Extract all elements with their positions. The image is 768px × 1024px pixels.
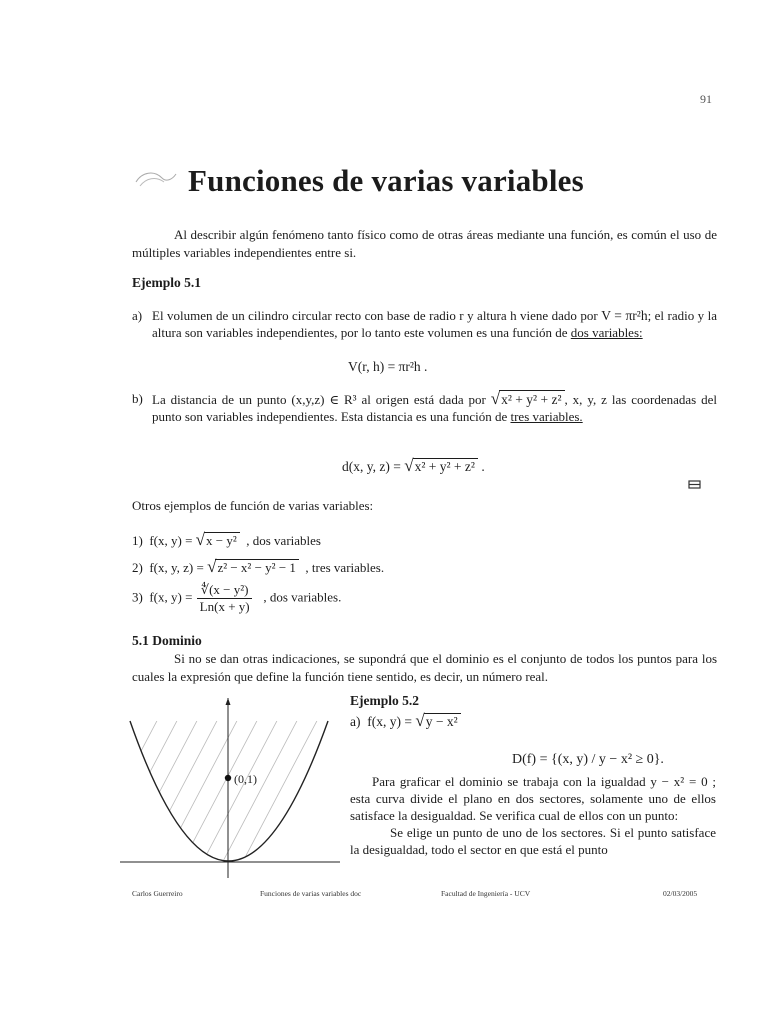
item-a-text-1: El volumen de un cilindro circular recto con base de radio r y altura h viene dado por <box>152 308 598 323</box>
item-a-underlined: dos variables: <box>570 325 643 340</box>
example-list-item-2: 2) f(x, y, z) = √z² − x² − y² − 1 , tres variables. <box>132 557 385 576</box>
item-b-label: b) <box>132 391 143 406</box>
example-5-2-item-a: a) f(x, y) = √y − x² <box>350 711 461 731</box>
example-5-2-heading: Ejemplo 5.2 <box>350 693 419 708</box>
item-b-formula: d(x, y, z) = √x² + y² + z² . <box>342 456 485 475</box>
example-list-item-1: 1) f(x, y) = √x − y² , dos variables <box>132 530 321 549</box>
item-b-text-1: La distancia de un punto (x,y,z) ∈ R³ al origen está dada por <box>152 392 486 407</box>
example-5-2-paragraph-2: Se elige un punto de uno de los sectores. Si el punto satisface la desigualdad, todo el sector en que está el punto <box>350 825 716 857</box>
footer-date: 02/03/2005 <box>663 889 698 898</box>
intro-paragraph: Al describir algún fenómeno tanto físico como de otras áreas mediante una función, es común el uso de múltiples variables independientes entre si. <box>132 227 717 260</box>
footer-author: Carlos Guerreiro <box>132 889 183 898</box>
domain-figure <box>120 696 342 880</box>
test-point <box>225 775 231 781</box>
test-point-label: (0,1) <box>234 772 257 786</box>
section-heading: 5.1 Dominio <box>132 633 202 648</box>
item-b-text-2: , x, y, z las coordenadas del punto son variables independientes. Esta distancia es una función de <box>152 392 718 424</box>
y-axis-arrow-icon <box>226 698 231 705</box>
page-number: 91 <box>700 92 712 106</box>
item-a-formula: V(r, h) = πr²h . <box>348 359 428 374</box>
page-title: Funciones de varias variables <box>188 163 584 198</box>
others-heading: Otros ejemplos de función de varias variables: <box>132 498 374 513</box>
example-5-2-paragraph-1: Para graficar el dominio se trabaja con la igualdad y − x² = 0 ; esta curva divide el plano en dos sectores, solamente uno de ellos satisface la desigualdad. Se verifica cual de ellos con un punto: <box>350 774 716 823</box>
example-5-2-text <box>350 773 716 858</box>
item-b-underlined: tres variables. <box>510 409 583 424</box>
item-a-inline-formula: V = πr²h <box>601 308 648 323</box>
example-5-1-item-b: b) La distancia de un punto (x,y,z) ∈ R³ al origen está dada por √x² + y² + z² , x, y, z las coordenadas del punto son variables independientes. Esta distancia es una función de tres variables. <box>132 389 718 424</box>
page-mark-icon <box>688 479 702 491</box>
shaded-region <box>120 696 342 880</box>
example-5-1-item-a <box>132 307 717 341</box>
section-paragraph: Si no se dan otras indicaciones, se supondrá que el dominio es el conjunto de todos los puntos para los cuales la expresión que define la función tiene sentido, es decir, un número real. <box>132 651 717 684</box>
domain-definition: D(f) = {(x, y) / y − x² ≥ 0}. <box>512 752 664 767</box>
item-a-label: a) <box>132 308 143 323</box>
example-list-item-3: 3) f(x, y) = $\frac{\text{∜(x − y²)}}{Ln(x + y)}$ , dos variables. <box>132 582 342 614</box>
decorative-swirl-icon <box>132 160 178 190</box>
item-a-text-2: ; el radio y la altura son variables independientes, por lo tanto este volumen es una función de <box>152 308 718 340</box>
footer-faculty: Facultad de Ingeniería - UCV <box>441 889 531 898</box>
footer-file: Funciones de varias variables doc <box>260 889 362 898</box>
example-5-1-heading: Ejemplo 5.1 <box>132 275 201 290</box>
item-b-inline-radicand: x² + y² + z² <box>499 390 564 408</box>
